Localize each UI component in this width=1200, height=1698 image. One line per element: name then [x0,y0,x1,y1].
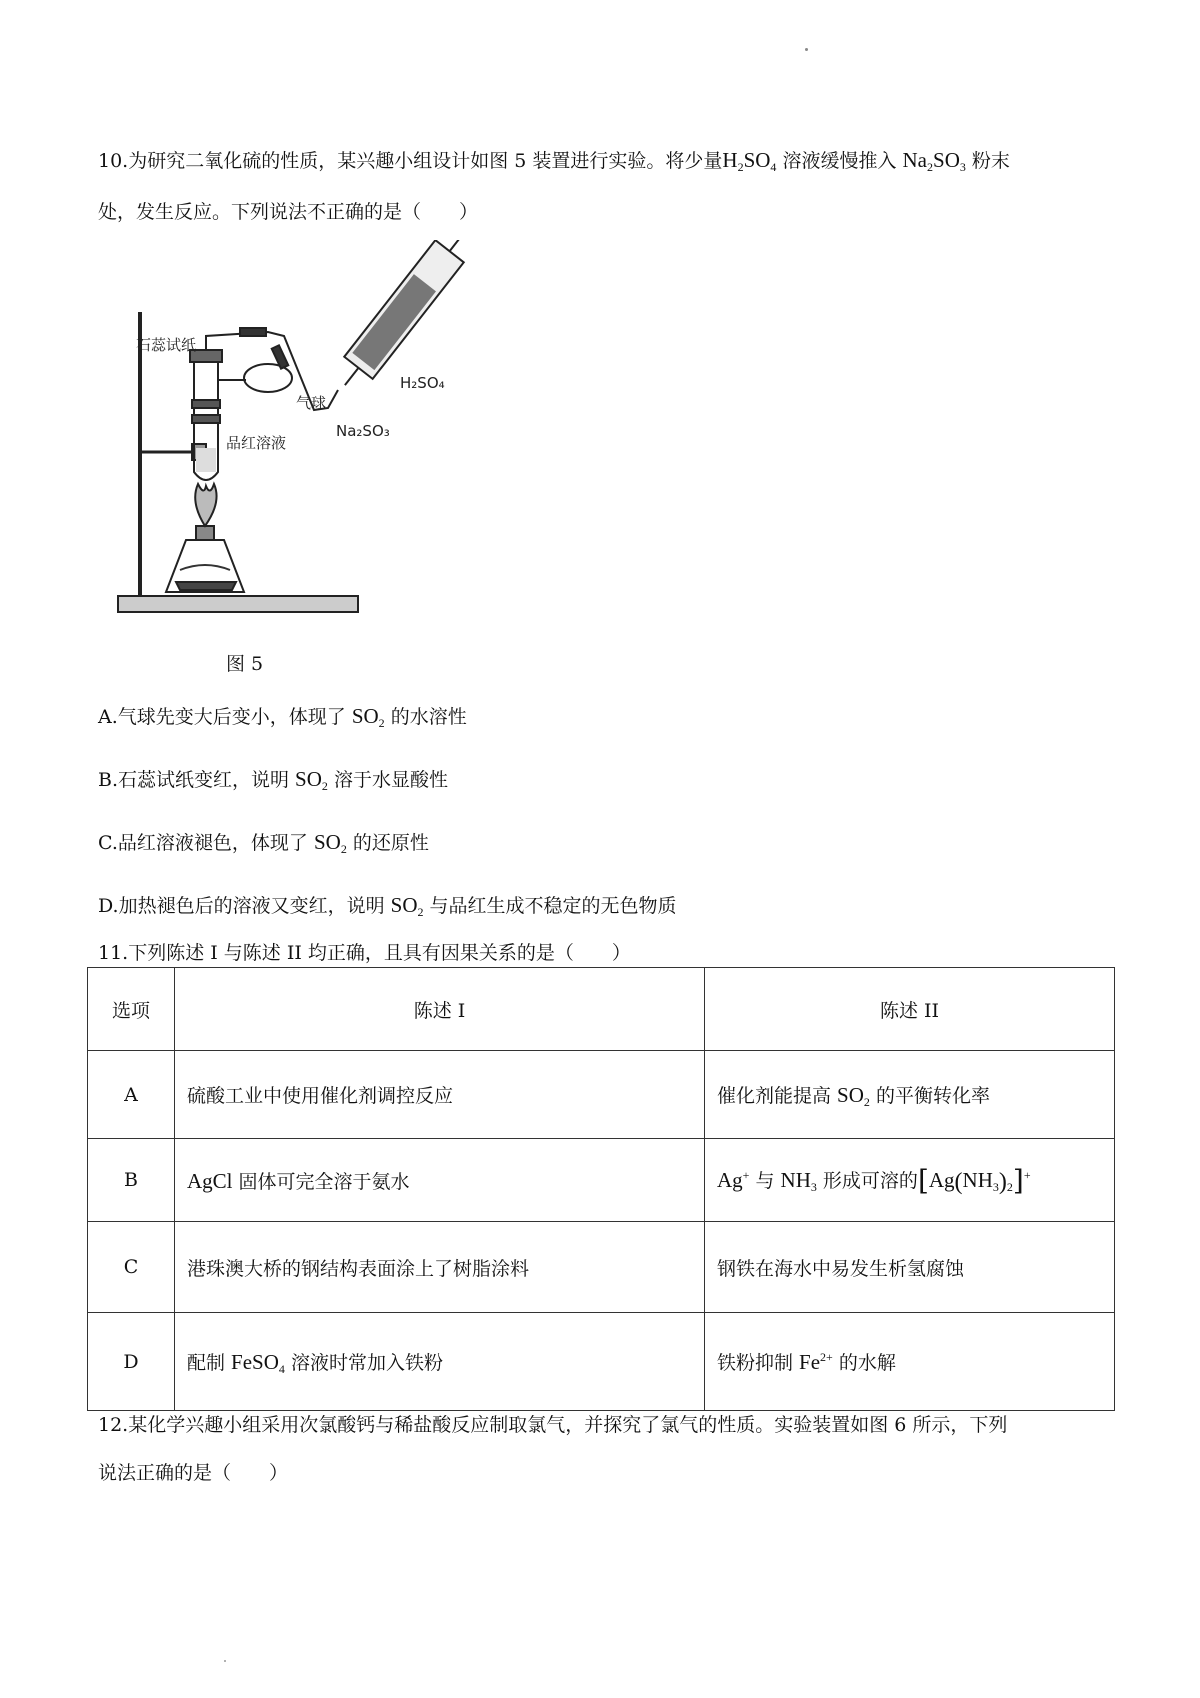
option-d: D.加热褪色后的溶液又变红，说明 $SO_2$ 与品红生成不稳定的无色物质 [98,893,677,919]
question-10-line-2: 处，发生反应。下列说法不正确的是（ ） [98,201,479,223]
row-statement-1: 配制 FeSO$_4$ 溶液时常加入铁粉 [175,1313,705,1411]
row-statement-1: AgCl 固体可完全溶于氨水 [175,1139,705,1222]
label-balloon: 气球 [296,394,327,412]
q10-text-segment: 溶液缓慢推入 [776,150,903,172]
table-header-row [88,968,1115,1051]
row-statement-1: 硫酸工业中使用催化剂调控反应 [175,1051,705,1139]
q10-text-segment: 10.为研究二氧化硫的性质，某兴趣小组设计如图 5 装置进行实验。将少量 [98,150,723,172]
row-statement-2: 催化剂能提高 $SO_2$ 的平衡转化率 [705,1051,1115,1139]
table-row [88,1222,1115,1313]
row-statement-2: 钢铁在海水中易发生析氢腐蚀 [705,1222,1115,1313]
header-statement-1: 陈述 I [175,968,705,1051]
table-row [88,1139,1115,1222]
question-12-line-1: 12.某化学兴趣小组采用次氯酸钙与稀盐酸反应制取氯气，并探究了氯气的性质。实验装置如图 6 所示，下列 [98,1414,1008,1436]
row-statement-2: Ag+ 与 $NH_3$ 形成可溶的$[Ag(NH_3)_2]^+$ [705,1139,1115,1222]
row-option: D [88,1313,175,1411]
statement-table [87,967,1115,1411]
option-a: A.气球先变大后变小，体现了 $SO_2$ 的水溶性 [98,704,467,730]
table-row [88,1051,1115,1139]
scan-speck [805,48,808,51]
question-12-line-2: 说法正确的是（ ） [98,1462,289,1484]
row-option: C [88,1222,175,1313]
so2-formula: $SO_2$ [390,893,424,919]
figure-caption: 图 5 [226,653,264,675]
header-statement-2: 陈述 II [705,968,1115,1051]
apparatus-figure [100,240,480,630]
label-h2so4: H₂SO₄ [400,374,445,392]
scan-speck [224,1660,226,1662]
header-option: 选项 [88,968,175,1051]
question-11-text: 11.下列陈述 I 与陈述 II 均正确，且具有因果关系的是（ ） [98,942,631,964]
h2so4-formula: $H_2SO_4$ [722,148,777,174]
option-b: B.石蕊试纸变红，说明 $SO_2$ 溶于水显酸性 [98,767,448,793]
q10-text-segment: 粉末 [965,150,1010,172]
so2-formula: $SO_2$ [351,704,385,730]
row-option: B [88,1139,175,1222]
so2-formula: $SO_2$ [313,830,347,856]
label-fuchsin-solution: 品红溶液 [226,434,287,452]
question-10-line-1 [98,146,1010,175]
label-litmus: 石蕊试纸 [136,336,197,354]
option-c: C.品红溶液褪色，体现了 $SO_2$ 的还原性 [98,830,429,856]
label-na2so3: Na₂SO₃ [336,422,390,440]
row-statement-2: 铁粉抑制 $Fe^{2+}$ 的水解 [705,1313,1115,1411]
na2so3-formula: $Na_2SO_3$ [902,148,966,174]
so2-formula: $SO_2$ [295,767,328,793]
table-row [88,1313,1115,1411]
row-option: A [88,1051,175,1139]
row-statement-1: 港珠澳大桥的钢结构表面涂上了树脂涂料 [175,1222,705,1313]
